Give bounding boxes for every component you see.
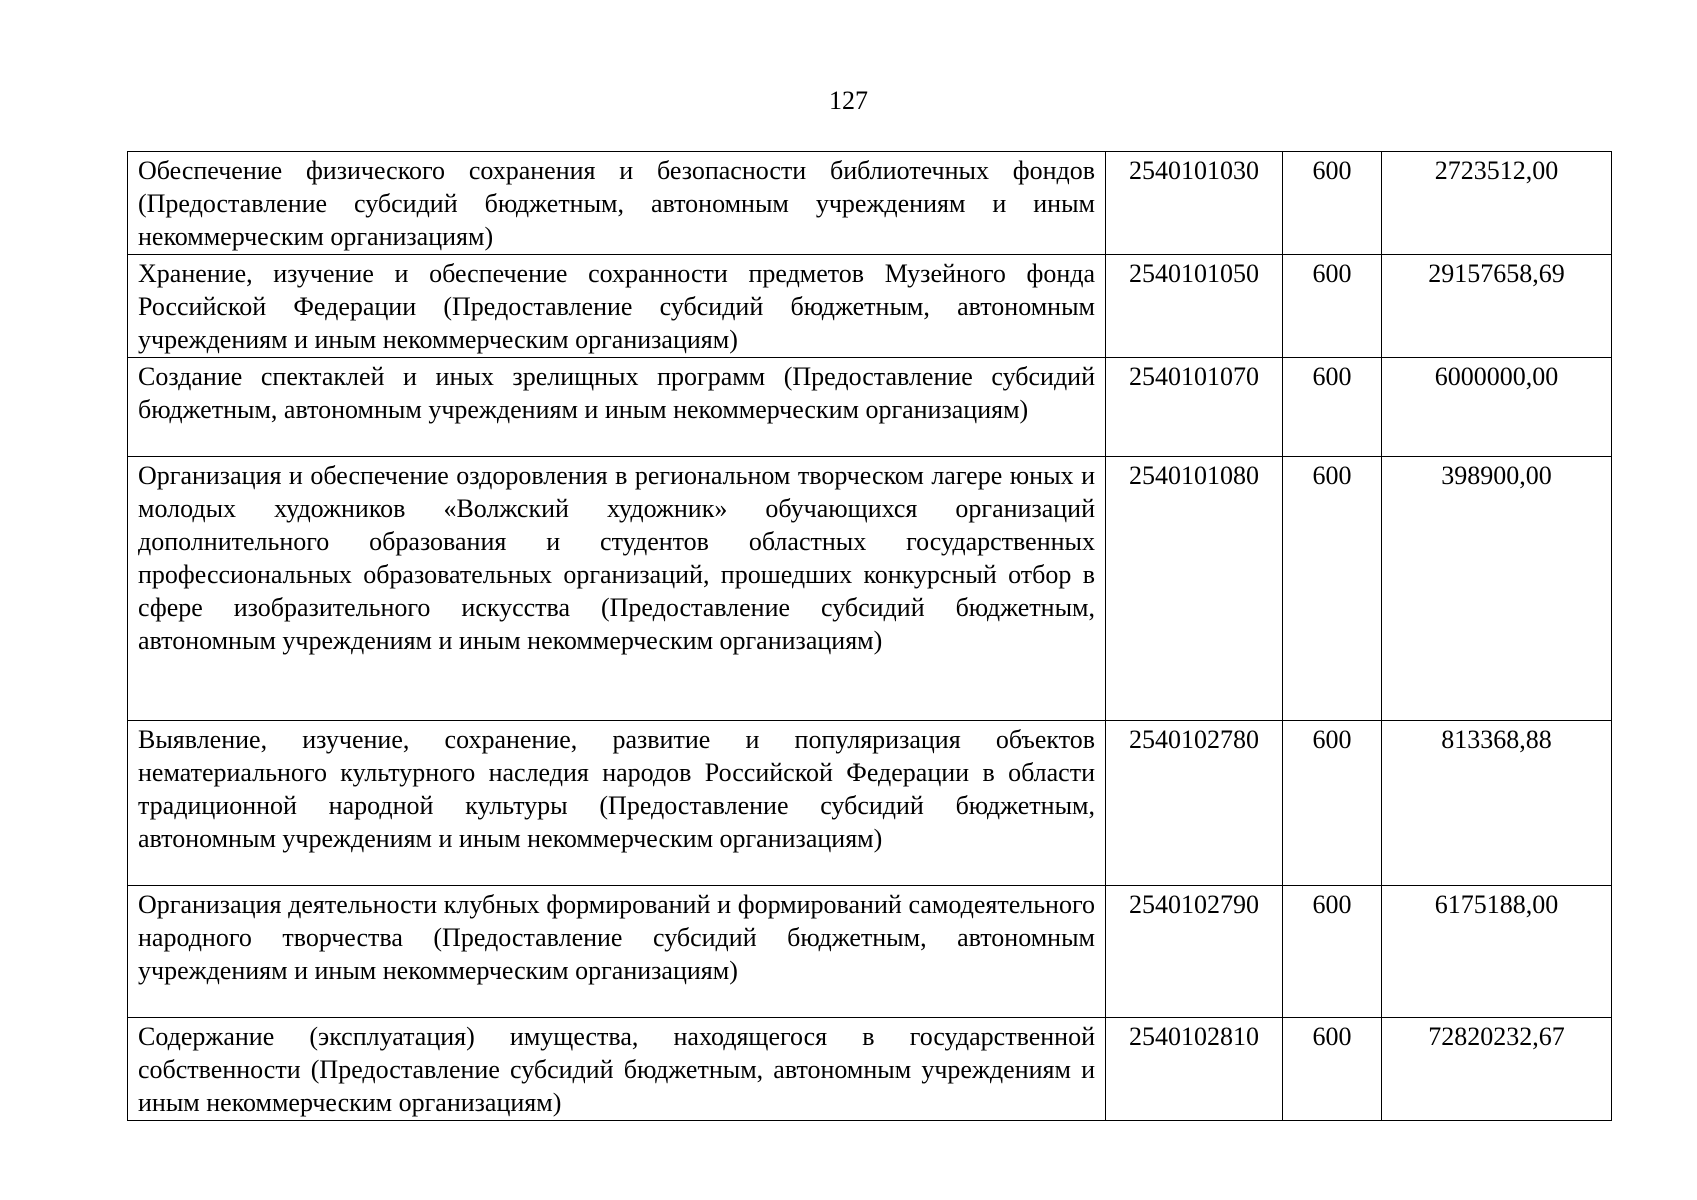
row-amount-cell: 398900,00 [1382,457,1612,721]
row-name-cell: Выявление, изучение, сохранение, развитие и популяризация объектов нематериального культурного наследия народов Российской Федерации в области традиционной народной культуры (Предоставление субсидий бюджетным, автономным учреждениям и иным некоммерческим организациям) [128,721,1106,886]
row-amount-cell: 6000000,00 [1382,358,1612,457]
row-code-cell: 2540101070 [1106,358,1283,457]
budget-table [127,151,1612,1121]
row-amount-cell: 72820232,67 [1382,1018,1612,1121]
row-type-cell: 600 [1283,152,1382,255]
row-name-cell: Обеспечение физического сохранения и безопасности библиотечных фондов (Предоставление субсидий бюджетным, автономным учреждениям и иным некоммерческим организациям) [128,152,1106,255]
row-name-cell: Хранение, изучение и обеспечение сохранности предметов Музейного фонда Российской Федерации (Предоставление субсидий бюджетным, автономным учреждениям и иным некоммерческим организациям) [128,255,1106,358]
row-code-cell: 2540101030 [1106,152,1283,255]
table-row [128,1018,1612,1121]
table-row [128,152,1612,255]
row-type-cell: 600 [1283,721,1382,886]
row-code-cell: 2540102790 [1106,886,1283,1018]
table-row [128,886,1612,1018]
row-name-cell: Организация и обеспечение оздоровления в региональном творческом лагере юных и молодых художников «Волжский художник» обучающихся организаций дополнительного образования и студентов областных государственных профессиональных образовательных организаций, прошедших конкурсный отбор в сфере изобразительного искусства (Предоставление субсидий бюджетным, автономным учреждениям и иным некоммерческим организациям) [128,457,1106,721]
row-type-cell: 600 [1283,886,1382,1018]
row-amount-cell: 813368,88 [1382,721,1612,886]
row-type-cell: 600 [1283,1018,1382,1121]
table-row [128,358,1612,457]
table-row [128,721,1612,886]
row-amount-cell: 2723512,00 [1382,152,1612,255]
row-type-cell: 600 [1283,358,1382,457]
row-type-cell: 600 [1283,255,1382,358]
row-type-cell: 600 [1283,457,1382,721]
row-code-cell: 2540102810 [1106,1018,1283,1121]
row-code-cell: 2540101080 [1106,457,1283,721]
row-code-cell: 2540101050 [1106,255,1283,358]
row-name-cell: Содержание (эксплуатация) имущества, находящегося в государственной собственности (Предоставление субсидий бюджетным, автономным учреждениям и иным некоммерческим организациям) [128,1018,1106,1121]
row-code-cell: 2540102780 [1106,721,1283,886]
row-amount-cell: 6175188,00 [1382,886,1612,1018]
row-name-cell: Организация деятельности клубных формирований и формирований самодеятельного народного творчества (Предоставление субсидий бюджетным, автономным учреждениям и иным некоммерческим организациям) [128,886,1106,1018]
row-name-cell: Создание спектаклей и иных зрелищных программ (Предоставление субсидий бюджетным, автономным учреждениям и иным некоммерческим организациям) [128,358,1106,457]
table-row [128,457,1612,721]
page-number: 127 [829,86,868,115]
row-amount-cell: 29157658,69 [1382,255,1612,358]
table-row [128,255,1612,358]
